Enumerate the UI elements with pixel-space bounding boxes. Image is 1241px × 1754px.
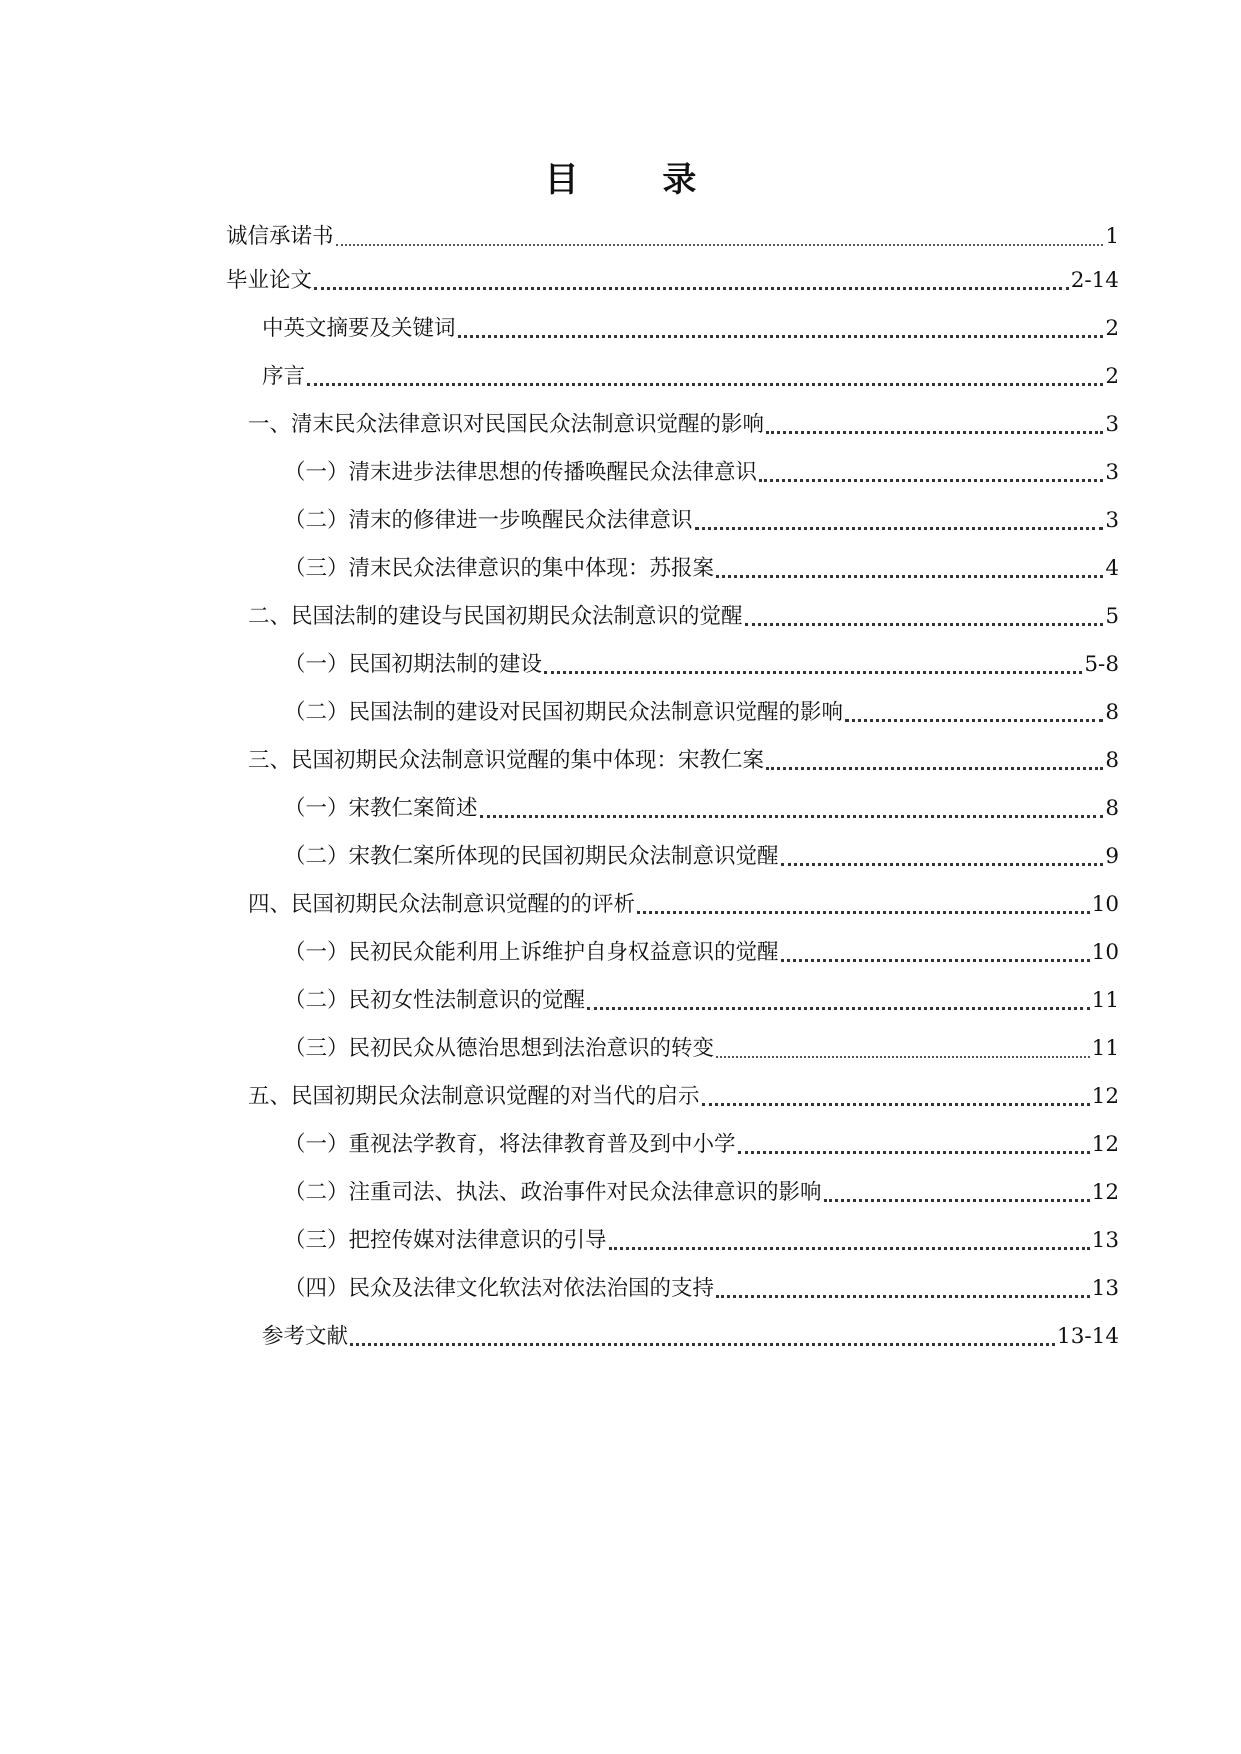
toc-entry-label: 诚信承诺书 bbox=[226, 224, 334, 249]
toc-entry-page: 2-14 bbox=[1070, 268, 1119, 293]
dot-leader bbox=[781, 863, 1104, 866]
toc-entry-page: 9 bbox=[1105, 844, 1119, 869]
dot-leader bbox=[716, 575, 1103, 578]
toc-entry[interactable] bbox=[248, 596, 1119, 632]
toc-entry-page: 8 bbox=[1105, 700, 1119, 725]
toc-entry[interactable] bbox=[284, 980, 1119, 1016]
toc-entry-page: 2 bbox=[1105, 364, 1119, 389]
toc-entry-page: 8 bbox=[1105, 796, 1119, 821]
toc-entry-page: 5 bbox=[1105, 604, 1119, 629]
dot-leader bbox=[458, 335, 1104, 338]
dot-leader bbox=[738, 1151, 1090, 1154]
toc-entry[interactable] bbox=[284, 692, 1119, 728]
toc-entry-page: 3 bbox=[1105, 508, 1119, 533]
toc-entry[interactable] bbox=[284, 548, 1119, 584]
dot-leader bbox=[336, 244, 1104, 246]
toc-entry-page: 4 bbox=[1105, 556, 1119, 581]
toc-entry-label: 三、民国初期民众法制意识觉醒的集中体现：宋教仁案 bbox=[248, 748, 765, 773]
toc-entry[interactable] bbox=[262, 308, 1119, 344]
toc-entry[interactable] bbox=[284, 644, 1119, 680]
toc-entry-page: 5-8 bbox=[1084, 652, 1119, 677]
dot-leader bbox=[716, 1295, 1090, 1298]
toc-entry-label: （一）宋教仁案简述 bbox=[284, 796, 478, 821]
toc-entry-page: 2 bbox=[1105, 316, 1119, 341]
toc-entry[interactable] bbox=[284, 452, 1119, 488]
toc-entry-page: 12 bbox=[1091, 1180, 1119, 1205]
toc-entry-label: （一）民初民众能利用上诉维护自身权益意识的觉醒 bbox=[284, 940, 779, 965]
toc-entry-page: 1 bbox=[1105, 224, 1119, 249]
dot-leader bbox=[824, 1199, 1090, 1202]
dot-leader bbox=[845, 719, 1103, 722]
toc-entry-page: 3 bbox=[1105, 412, 1119, 437]
toc-entry-label: （二）民国法制的建设对民国初期民众法制意识觉醒的影响 bbox=[284, 700, 844, 725]
page-title: 目 录 bbox=[544, 160, 733, 200]
toc-entry-page: 11 bbox=[1091, 1036, 1119, 1061]
toc-entry-label: （一）重视法学教育，将法律教育普及到中小学 bbox=[284, 1132, 736, 1157]
toc-entry[interactable] bbox=[248, 740, 1119, 776]
dot-leader bbox=[781, 959, 1090, 962]
dot-leader bbox=[702, 1103, 1090, 1106]
toc-entry-label: 五、民国初期民众法制意识觉醒的对当代的启示 bbox=[248, 1084, 700, 1109]
toc-entry-label: 四、民国初期民众法制意识觉醒的的评析 bbox=[248, 892, 636, 917]
toc-entry[interactable] bbox=[284, 1268, 1119, 1304]
toc-entry-page: 10 bbox=[1091, 892, 1119, 917]
toc-entry[interactable] bbox=[262, 1316, 1119, 1352]
toc-entry[interactable] bbox=[248, 884, 1119, 920]
toc-entry-page: 13-14 bbox=[1057, 1324, 1119, 1349]
dot-leader bbox=[314, 287, 1069, 290]
dot-leader bbox=[609, 1247, 1090, 1250]
toc-entry[interactable] bbox=[284, 500, 1119, 536]
dot-leader bbox=[637, 911, 1090, 914]
toc-entry-label: （二）注重司法、执法、政治事件对民众法律意识的影响 bbox=[284, 1180, 822, 1205]
dot-leader bbox=[766, 767, 1103, 770]
toc-entry-page: 12 bbox=[1091, 1084, 1119, 1109]
toc-entry-page: 13 bbox=[1091, 1228, 1119, 1253]
dot-leader bbox=[695, 527, 1104, 530]
toc-entry-label: 序言 bbox=[262, 364, 306, 389]
dot-leader bbox=[716, 1056, 1090, 1058]
dot-leader bbox=[587, 1007, 1090, 1010]
dot-leader bbox=[759, 479, 1103, 482]
toc-entry[interactable] bbox=[226, 216, 1119, 252]
toc-entry[interactable] bbox=[262, 356, 1119, 392]
dot-leader bbox=[307, 383, 1103, 386]
toc-entry-label: （二）民初女性法制意识的觉醒 bbox=[284, 988, 586, 1013]
toc-entry[interactable] bbox=[226, 260, 1119, 296]
toc-entry[interactable] bbox=[284, 1220, 1119, 1256]
dot-leader bbox=[350, 1343, 1055, 1346]
toc-entry[interactable] bbox=[284, 1028, 1119, 1064]
toc-entry[interactable] bbox=[248, 1076, 1119, 1112]
toc-entry-label: （二）清末的修律进一步唤醒民众法律意识 bbox=[284, 508, 693, 533]
toc-entry[interactable] bbox=[284, 1124, 1119, 1160]
toc-entry-page: 12 bbox=[1091, 1132, 1119, 1157]
dot-leader bbox=[745, 623, 1104, 626]
dot-leader bbox=[766, 431, 1103, 434]
toc-entry-page: 3 bbox=[1105, 460, 1119, 485]
toc-entry-label: 中英文摘要及关键词 bbox=[262, 316, 456, 341]
toc-entry[interactable] bbox=[284, 1172, 1119, 1208]
toc-entry-page: 8 bbox=[1105, 748, 1119, 773]
toc-entry-page: 13 bbox=[1091, 1276, 1119, 1301]
dot-leader bbox=[544, 671, 1082, 674]
toc-entry[interactable] bbox=[284, 788, 1119, 824]
toc-entry-label: （三）民初民众从德治思想到法治意识的转变 bbox=[284, 1036, 715, 1061]
toc-entry-label: （四）民众及法律文化软法对依法治国的支持 bbox=[284, 1276, 715, 1301]
toc-entry-page: 11 bbox=[1091, 988, 1119, 1013]
toc-entry[interactable] bbox=[284, 836, 1119, 872]
dot-leader bbox=[480, 815, 1104, 818]
toc-entry-label: （三）把控传媒对法律意识的引导 bbox=[284, 1228, 607, 1253]
toc-entry-label: 一、清末民众法律意识对民国民众法制意识觉醒的影响 bbox=[248, 412, 765, 437]
toc-entry-page: 10 bbox=[1091, 940, 1119, 965]
toc-entry-label: （一）民国初期法制的建设 bbox=[284, 652, 543, 677]
toc-entry[interactable] bbox=[248, 404, 1119, 440]
toc-entry-label: （三）清末民众法律意识的集中体现：苏报案 bbox=[284, 556, 715, 581]
toc-entry-label: 参考文献 bbox=[262, 1324, 349, 1349]
toc-entry-label: （二）宋教仁案所体现的民国初期民众法制意识觉醒 bbox=[284, 844, 779, 869]
toc-entry[interactable] bbox=[284, 932, 1119, 968]
toc-entry-label: （一）清末进步法律思想的传播唤醒民众法律意识 bbox=[284, 460, 758, 485]
toc-entry-label: 毕业论文 bbox=[226, 268, 313, 293]
toc-entry-label: 二、民国法制的建设与民国初期民众法制意识的觉醒 bbox=[248, 604, 743, 629]
